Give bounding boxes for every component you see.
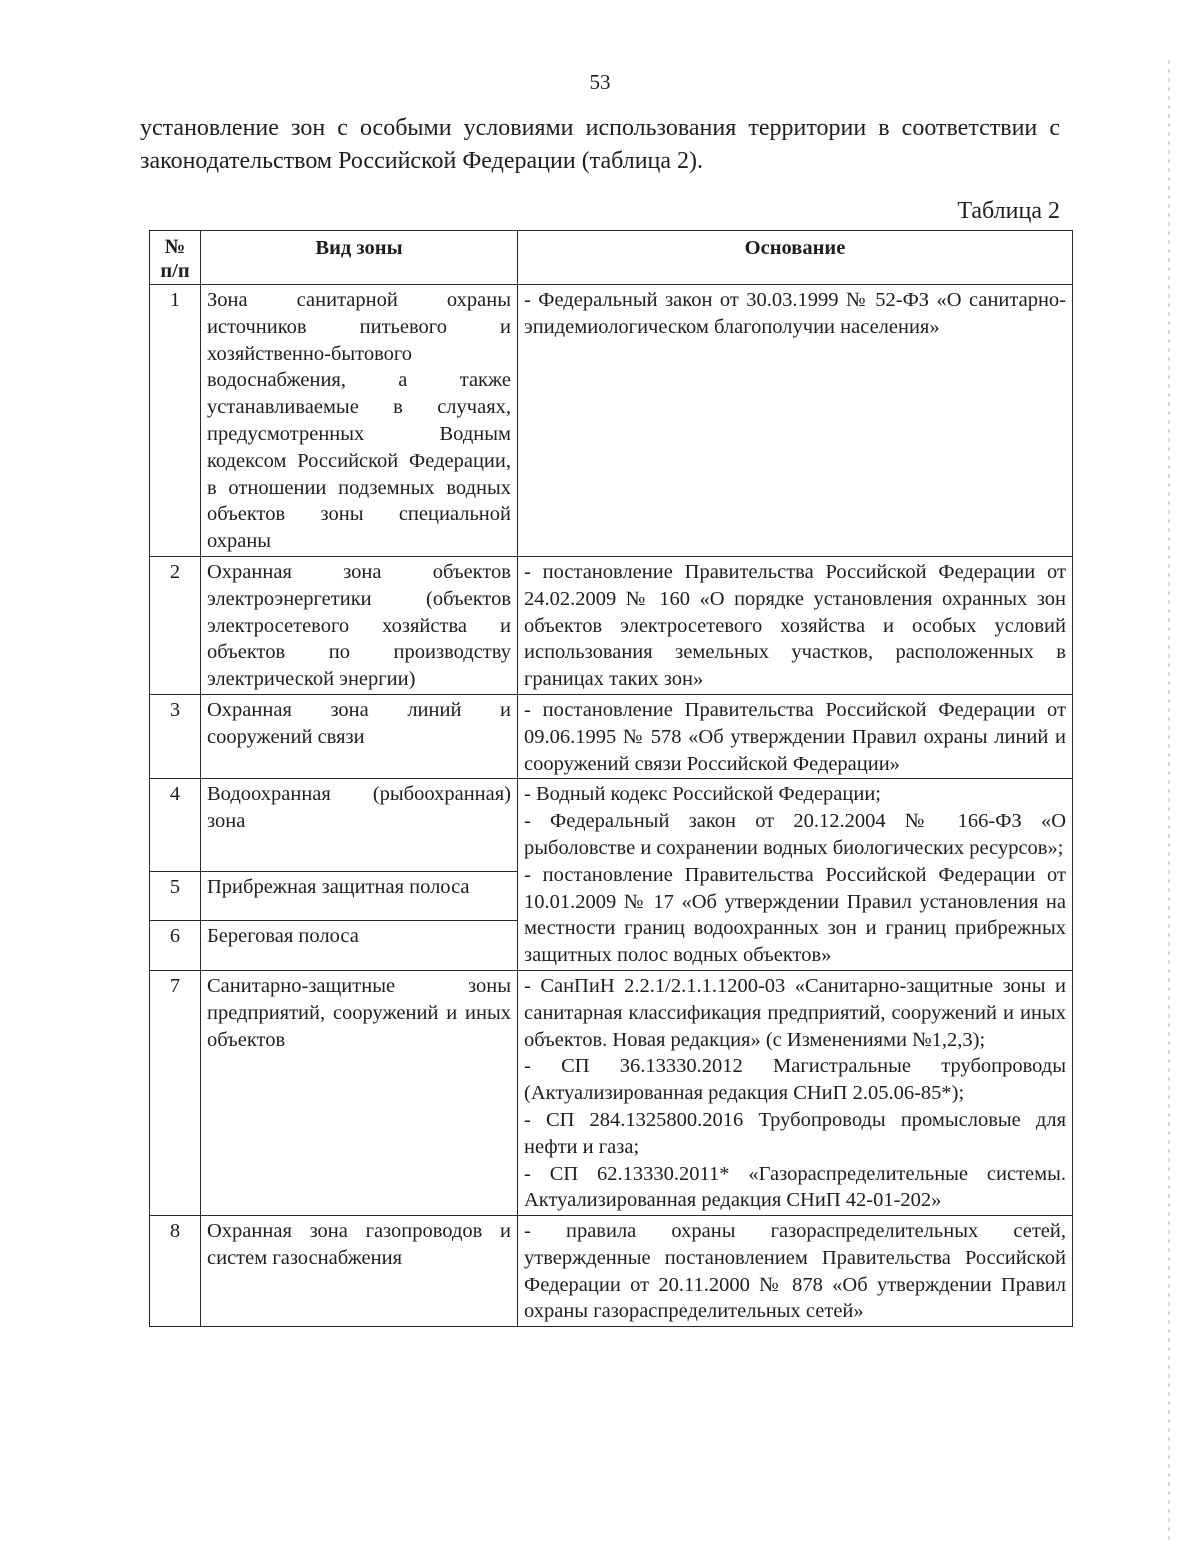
row-number: 4	[150, 779, 201, 872]
header-zone-type: Вид зоны	[201, 231, 518, 285]
basis-item: - Федеральный закон от 20.12.2004 № 166-ФЗ «О рыболовстве и сохранении водных биологических ресурсов»;	[524, 810, 1066, 859]
basis-cell	[518, 556, 1073, 694]
basis-item: - СанПиН 2.2.1/2.1.1.1200-03 «Санитарно-защитные зоны и санитарная классификация предприятий, сооружений и иных объектов. Новая редакция» (с Изменениями №1,2,3);	[524, 974, 1066, 1051]
basis-item: - правила охраны газораспределительных сетей, утвержденные постановлением Правительства Российской Федерации от 20.11.2000 № 878 «Об утверждении Правил охраны газораспределительных сетей»	[524, 1220, 1066, 1323]
intro-paragraph: установление зон с особыми условиями использования территории в соответствии с законодательством Российской Федерации (таблица 2).	[140, 115, 1060, 174]
basis-item: - СП 284.1325800.2016 Трубопроводы промысловые для нефти и газа;	[524, 1108, 1066, 1158]
basis-item: - Водный кодекс Российской Федерации;	[524, 783, 881, 806]
zone-type-cell: Зона санитарной охраны источников питьевого и хозяйственно-бытового водоснабжения, а также устанавливаемые в случаях, предусмотренных Водным кодексом Российской Федерации, в отношении подземных водных объектов зоны специальной охраны	[201, 285, 518, 557]
basis-item: - СП 36.13330.2012 Магистральные трубопроводы (Актуализированная редакция СНиП 2.05.06-85*);	[524, 1055, 1066, 1105]
zone-type-cell: Охранная зона газопроводов и систем газоснабжения	[201, 1216, 518, 1327]
row-number: 7	[150, 970, 201, 1215]
zone-type-cell: Охранная зона линий и сооружений связи	[201, 694, 518, 778]
basis-item: - СП 62.13330.2011* «Газораспределительные системы. Актуализированная редакция СНиП 42-01-202»	[524, 1162, 1066, 1212]
basis-item: - постановление Правительства Российской Федерации от 09.06.1995 № 578 «Об утверждении Правил охраны линий и сооружений связи Российской Федерации»	[524, 698, 1066, 775]
table-row	[150, 779, 1073, 872]
basis-item: - Федеральный закон от 30.03.1999 № 52-ФЗ «О санитарно-эпидемиологическом благополучии населения»	[524, 289, 1066, 338]
zones-table	[149, 230, 1073, 1327]
table-row	[150, 285, 1073, 557]
page-number: 53	[589, 70, 611, 94]
zone-type-cell: Санитарно-защитные зоны предприятий, сооружений и иных объектов	[201, 970, 518, 1215]
header-number: № п/п	[150, 231, 201, 285]
table-row	[150, 1216, 1073, 1327]
table-header-row	[150, 231, 1073, 285]
basis-item: - постановление Правительства Российской Федерации от 10.01.2009 № 17 «Об утверждении Правил установления на местности границ водоохранных зон и границ прибрежных защитных полос водных объектов»	[524, 863, 1066, 967]
header-basis: Основание	[518, 231, 1073, 285]
row-number: 1	[150, 285, 201, 557]
table-row	[150, 970, 1073, 1215]
row-number: 5	[150, 871, 201, 921]
zone-type-cell: Водоохранная (рыбоохранная) зона	[201, 779, 518, 872]
row-number: 6	[150, 921, 201, 971]
zone-type-cell: Охранная зона объектов электроэнергетики (объектов электросетевого хозяйства и объектов по производству электрической энергии)	[201, 556, 518, 694]
table-row	[150, 694, 1073, 778]
row-number: 3	[150, 694, 201, 778]
basis-cell	[518, 285, 1073, 557]
table-row	[150, 556, 1073, 694]
basis-cell-merged	[518, 779, 1073, 971]
basis-item: - постановление Правительства Российской Федерации от 24.02.2009 № 160 «О порядке установления охранных зон объектов электросетевого хозяйства и особых условий использования земельных участков, расположенных в границах таких зон»	[524, 560, 1066, 691]
row-number: 2	[150, 556, 201, 694]
scan-edge-shadow	[1168, 60, 1170, 1540]
basis-cell	[518, 970, 1073, 1215]
row-number: 8	[150, 1216, 201, 1327]
table-caption: Таблица 2	[957, 198, 1060, 224]
basis-cell	[518, 1216, 1073, 1327]
basis-cell	[518, 694, 1073, 778]
zone-type-cell: Прибрежная защитная полоса	[201, 871, 518, 921]
zone-type-cell: Береговая полоса	[201, 921, 518, 971]
